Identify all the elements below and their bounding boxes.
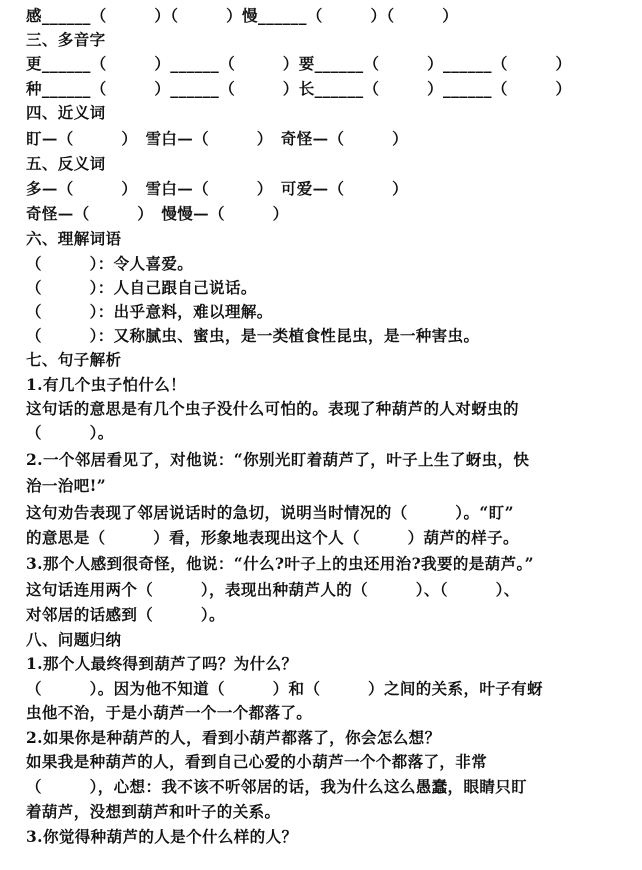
text-line-16: 1.有几个虫子怕什么！ — [26, 375, 187, 394]
text-line-22: 的意思是（ ）看，形象地表现出这个人（ ）葫芦的样子。 — [26, 528, 519, 547]
section-heading-antonyms: 五、反义词 — [26, 154, 106, 173]
text-line-28: （ ）。因为他不知道（ ）和（ ）之间的关系，叶子有蚜 — [26, 679, 543, 698]
text-line-14: （ ）：又称腻虫、蜜虫，是一类植食性昆虫，是一种害虫。 — [26, 326, 480, 345]
text-line-4: 种______（ ）______（ ）长______（ ）______（ ） — [26, 79, 572, 98]
section-heading-sentences: 七、句子解析 — [26, 350, 122, 369]
text-line-11: （ ）：令人喜爱。 — [26, 254, 194, 273]
text-line-8: 多—（ ） 雪白—（ ） 可爱—（ ） — [26, 179, 409, 198]
text-line-1: 感______（ ）（ ）慢______（ ）（ ） — [26, 6, 459, 25]
text-line-9: 奇怪—（ ） 慢慢—（ ） — [26, 204, 289, 223]
section-heading-polyphones: 三、多音字 — [26, 30, 106, 49]
text-line-17: 这句话的意思是有几个虫子没什么可怕的。表现了种葫芦的人对蚜虫的 — [26, 399, 519, 418]
text-line-30: 2.如果你是种葫芦的人，看到小葫芦都落了，你会怎么想？ — [26, 728, 441, 747]
text-line-3: 更______（ ）______（ ）要______（ ）______（ ） — [26, 54, 572, 73]
text-line-27: 1.那个人最终得到葫芦了吗？为什么？ — [26, 654, 298, 673]
text-line-12: （ ）：人自己跟自己说话。 — [26, 278, 257, 297]
text-line-34: 3.你觉得种葫芦的人是个什么样的人？ — [26, 827, 298, 846]
text-line-33: 着葫芦，没想到葫芦和叶子的关系。 — [26, 802, 281, 821]
text-line-29: 虫他不治，于是小葫芦一个一个都落了。 — [26, 703, 313, 722]
text-line-32: （ ），心想：我不该不听邻居的话，我为什么这么愚蠢，眼睛只盯 — [26, 777, 528, 796]
text-line-18: （ ）。 — [26, 423, 114, 442]
text-line-25: 对邻居的话感到（ ）。 — [26, 605, 225, 624]
section-heading-vocabulary: 六、理解词语 — [26, 229, 122, 248]
text-line-24: 这句话连用两个（ ），表现出种葫芦人的（ ）、（ ）、 — [26, 580, 520, 599]
text-line-13: （ ）：出乎意料，难以理解。 — [26, 302, 273, 321]
text-line-21: 这句劝告表现了邻居说话时的急切，说明当时情况的（ ）。“盯” — [26, 503, 514, 522]
text-line-19: 2.一个邻居看见了，对他说：“你别光盯着葫芦了，叶子上生了蚜虫，快 — [26, 450, 530, 469]
text-line-23: 3.那个人感到很奇怪，他说：“什么?叶子上的虫还用治?我要的是葫芦。” — [26, 554, 534, 573]
section-heading-summary: 八、问题归纳 — [26, 630, 122, 649]
text-line-31: 如果我是种葫芦的人，看到自己心爱的小葫芦一个个都落了，非常 — [26, 752, 488, 771]
section-heading-synonyms: 四、近义词 — [26, 103, 106, 122]
text-line-20: 治一治吧!” — [26, 476, 107, 495]
text-line-6: 盯—（ ） 雪白—（ ） 奇怪—（ ） — [26, 129, 409, 148]
